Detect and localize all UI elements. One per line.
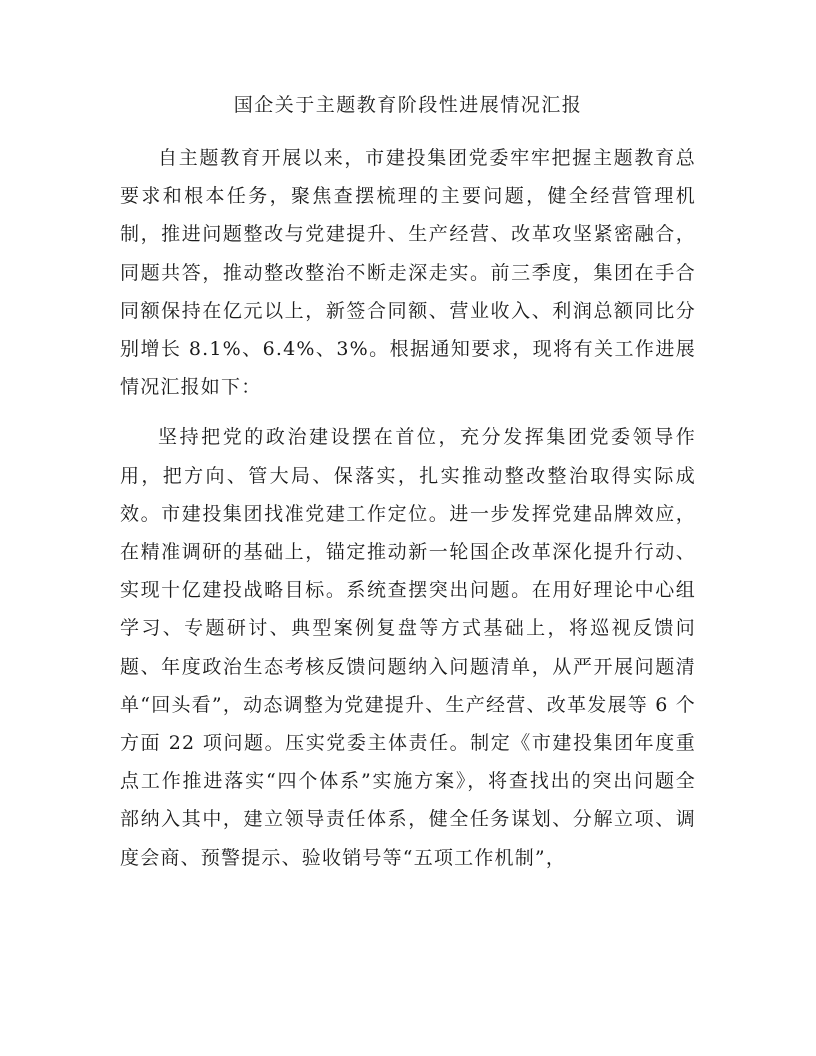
document-title: 国企关于主题教育阶段性进展情况汇报	[233, 94, 583, 116]
paragraph-party-building: 坚持把党的政治建设摆在首位，充分发挥集团党委领导作用，把方向、管大局、保落实，扎实推动整改整治取得实际成效。市建投集团找准党建工作定位。进一步发挥党建品牌效应，在精准调研的基础上，锚定推动新一轮国企改革深化提升行动、实现十亿建投战略目标。系统查摆突出问题。在用好理论中心组学习、专题研讨、典型案例复盘等方式基础上，将巡视反馈问题、年度政治生态考核反馈问题纳入问题清单，从严开展问题清单“回头看”，动态调整为党建提升、生产经营、改革发展等 6 个方面 22 项问题。压实党委主体责任。制定《市建投集团年度重点工作推进落实“四个体系”实施方案》，将查找出的突出问题全部纳入其中，建立领导责任体系，健全任务谋划、分解立项、调度会商、预警提示、验收销号等“五项工作机制”，	[120, 426, 696, 869]
paragraph-intro: 自主题教育开展以来，市建投集团党委牢牢把握主题教育总要求和根本任务，聚焦查摆梳理的主要问题，健全经营管理机制，推进问题整改与党建提升、生产经营、改革攻坚紧密融合，同题共答，推动整改整治不断走深走实。前三季度，集团在手合同额保持在亿元以上，新签合同额、营业收入、利润总额同比分别增长 8.1%、6.4%、3%。根据通知要求，现将有关工作进展情况汇报如下：	[120, 147, 696, 399]
